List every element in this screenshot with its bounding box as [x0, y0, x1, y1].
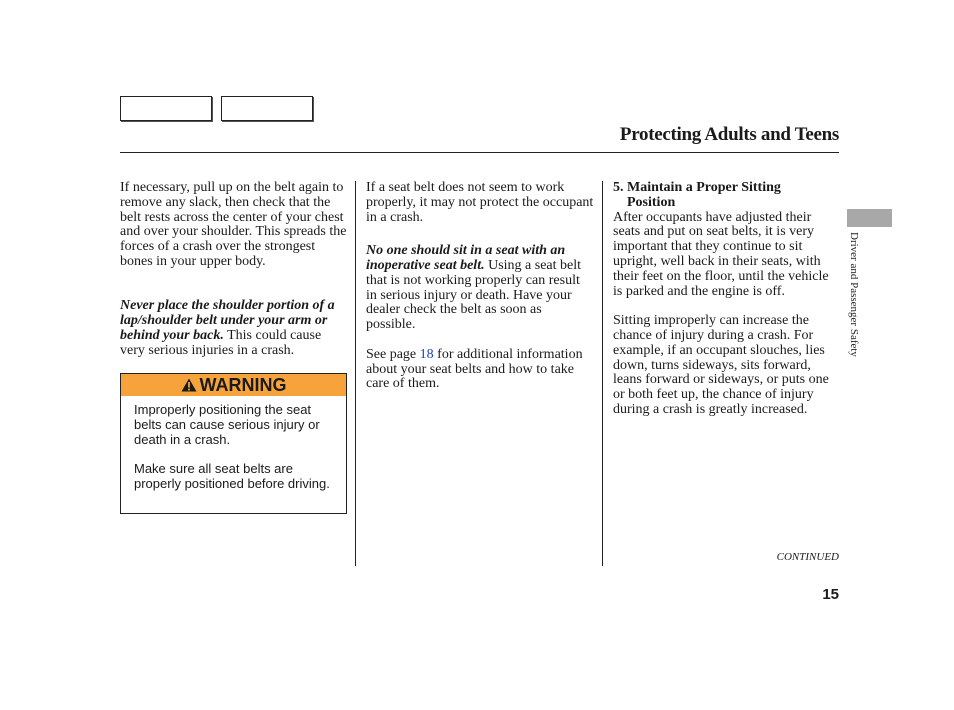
column-divider-1: [355, 181, 356, 566]
col2-warning-emphasis: No one should sit in a seat with an inoperative seat belt.: [366, 243, 566, 273]
section-tab-marker: [847, 209, 892, 227]
section-side-label: Driver and Passenger Safety: [848, 232, 860, 357]
col1-paragraph-1: If necessary, pull up on the belt again to remove any slack, then check that the belt rests across the center of your chest and over your shoulder. This spreads the forces of a crash over the strongest bones in your upper body.: [120, 180, 347, 269]
col2-paragraph-1: If a seat belt does not seem to work properly, it may not protect the occupant in a crash.: [366, 180, 594, 225]
section-heading: 5. Maintain a Proper Sitting Position: [613, 180, 781, 210]
col1-paragraph-2: [120, 299, 348, 358]
page-title: Protecting Adults and Teens: [619, 124, 839, 145]
warning-text-1: Improperly positioning the seat belts can cause serious injury or death in a crash.: [134, 402, 320, 447]
col2-paragraph-2-rest: Using a seat belt that is not working properly can result in serious injury or death. Have your dealer check the belt as soon as possible.: [366, 257, 582, 333]
col1-warning-emphasis: Never place the shoulder portion of a lap/shoulder belt under your arm or behind your back.: [120, 298, 335, 343]
page-reference-link[interactable]: 18: [419, 346, 434, 362]
col2-paragraph-3: See page 18 for additional information about your seat belts and how to take care of them.: [366, 346, 583, 392]
nav-button-1[interactable]: [120, 96, 212, 121]
nav-button-2[interactable]: [221, 96, 313, 121]
warning-body: [121, 396, 346, 492]
warning-label: WARNING: [199, 374, 287, 395]
continued-label: CONTINUED: [776, 551, 839, 563]
column-2: [366, 181, 594, 392]
column-1: [120, 181, 348, 359]
title-divider: [120, 152, 839, 153]
col1-paragraph-2-rest: This could cause very serious injuries in a crash.: [120, 327, 322, 358]
warning-header: [121, 374, 346, 396]
col2-paragraph-2: [366, 244, 594, 333]
page-number: 15: [822, 586, 839, 603]
column-3: [613, 181, 839, 418]
column-divider-2: [602, 181, 603, 566]
col3-paragraph-2: Sitting improperly can increase the chance of injury during a crash. For example, if an occupant slouches, lies down, turns sideways, sits forward, leans forward or sideways, or puts one or both feet up, the chance of injury during a crash is greatly increased.: [613, 313, 829, 417]
warning-text-2: Make sure all seat belts are properly positioned before driving.: [134, 461, 330, 491]
col3-paragraph-1: After occupants have adjusted their seats and put on seat belts, it is very important that they continue to sit upright, well back in their seats, with their feet on the floor, until the vehicle is parked and the engine is off.: [613, 209, 829, 299]
warning-triangle-icon: [181, 378, 197, 392]
warning-box: [120, 373, 347, 514]
